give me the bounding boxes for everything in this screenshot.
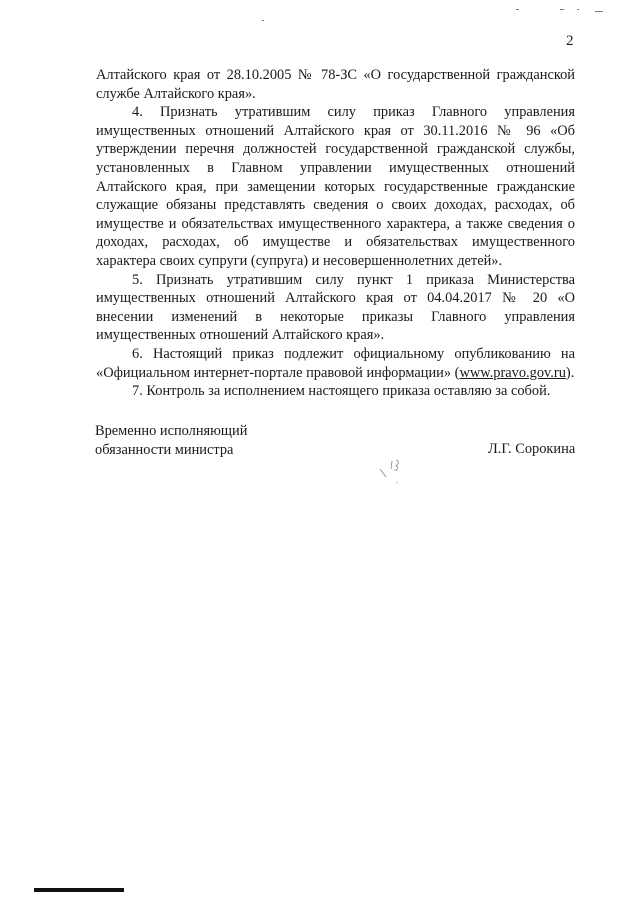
paragraph-item-6-end: ). xyxy=(565,364,575,381)
scan-speck xyxy=(577,9,579,10)
signatory-title-line-2: обязанности министра xyxy=(95,442,234,458)
scan-speck xyxy=(262,20,264,21)
signatory-title xyxy=(95,422,247,460)
paragraph-continuation: Алтайского края от 28.10.2005 № 78-ЗС «О государственной гражданской службе Алтайского края». xyxy=(96,67,575,102)
scan-speck xyxy=(560,9,564,10)
signatory-name: Л.Г. Сорокина xyxy=(488,441,576,457)
bottom-rule xyxy=(34,888,124,892)
paragraph-item-5: 5. Признать утратившим силу пункт 1 приказа Министерства имущественных отношений Алтайского края от 04.04.2017 № 20 «О внесении изменений в некоторые приказы Главного управления имущественных отношений Алтайского края». xyxy=(96,271,575,344)
scan-speck xyxy=(516,9,519,10)
handwritten-mark-icon xyxy=(378,455,418,485)
pravo-portal-link[interactable]: www.pravo.gov.ru xyxy=(459,364,566,381)
scan-speck xyxy=(595,11,603,12)
page-number: 2 xyxy=(566,33,574,49)
paragraph-item-6 xyxy=(96,345,575,382)
paragraph-item-6-text: 6. Настоящий приказ подлежит официальному опубликованию на «Официальном интернет-портале правовой информации» ( xyxy=(96,345,575,381)
signatory-title-line-1: Временно исполняющий xyxy=(95,423,248,439)
paragraph-item-4: 4. Признать утратившим силу приказ Главного управления имущественных отношений Алтайского края от 30.11.2016 № 96 «Об утверждении перечня должностей государственной гражданской службы, установленных в Главном управлении имущественных отношений Алтайского края, при замещении которых государственные гражданские служащие обязаны представлять сведения о своих доходах, расходах, об имуществе и обязательствах имущественного характера, а также сведения о доходах, расходах, об имуществе и обязательствах имущественного характера своих супруги (супруга) и несовершеннолетних детей». xyxy=(96,104,575,269)
document-body xyxy=(96,66,575,401)
paragraph-item-7: 7. Контроль за исполнением настоящего приказа оставляю за собой. xyxy=(132,383,551,400)
